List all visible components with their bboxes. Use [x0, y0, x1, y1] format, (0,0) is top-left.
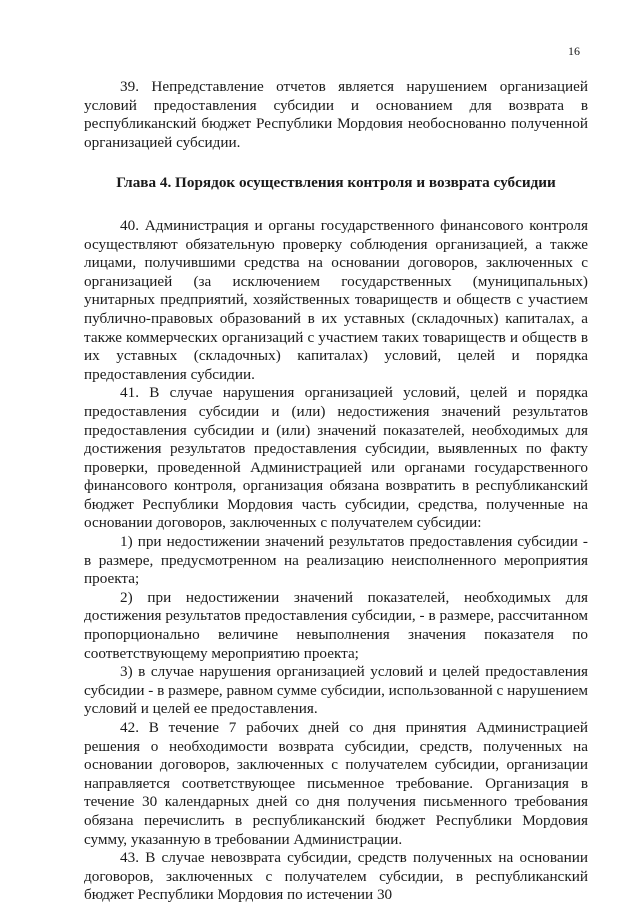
paragraph-39: 39. Непредставление отчетов является нарушением организацией условий предоставления субсидии и основанием для возврата в республиканский бюджет Республики Мордовия необоснованно полученной организацией субсидии. — [84, 78, 588, 151]
list-item-2: 2) при недостижении значений показателей, необходимых для достижения результатов предоставления субсидии, - в размере, рассчитанном пропорционально величине невыполнения значения показателя по соответствующему мероприятию проекта; — [84, 588, 588, 662]
paragraph-40: 40. Администрация и органы государственного финансового контроля осуществляют обязательную проверку соблюдения организацией, а также лицами, получившими средства на основании договоров, заключенных с организацией (за исключением государственных (муниципальных) унитарных предприятий, хозяйственных товариществ и обществ с участием публично-правовых образований в их уставных (складочных) капиталах, а также коммерческих организаций с участием таких товариществ и обществ в их уставных (складочных) капиталах) условий, целей и порядка предоставления субсидии. — [84, 216, 588, 383]
page-number: 16 — [568, 44, 580, 58]
paragraph-42: 42. В течение 7 рабочих дней со дня принятия Администрацией решения о необходимости возврата субсидии, средств, полученных на основании договоров, заключенных с получателем субсидии, организации направляется соответствующее письменное требование. Организация в течение 30 календарных дней со дня получения письменного требования обязана перечислить в республиканский бюджет Республики Мордовия сумму, указанную в требовании Администрации. — [84, 719, 588, 848]
list-item-1: 1) при недостижении значений результатов предоставления субсидии - в размере, предусмотренном на реализацию неисполненного мероприятия проекта; — [84, 533, 588, 588]
list-item-3: 3) в случае нарушения организацией условий и целей предоставления субсидии - в размере, равном сумме субсидии, использованной с нарушением условий и целей ее предоставления. — [84, 663, 588, 718]
chapter-title: Глава 4. Порядок осуществления контроля и возврата субсидии — [116, 174, 556, 192]
paragraph-41: 41. В случае нарушения организацией условий, целей и порядка предоставления субсидии и (или) недостижения значений результатов предоставления субсидии и (или) значений показателей, необходимых для достижения результатов предоставления субсидии, выявленных по факту проверки, проведенной Администрацией или органами государственного финансового контроля, организация обязана возвратить в республиканский бюджет Республики Мордовия часть субсидии, средства, полученные на основании договоров, заключенных с получателем субсидии: — [84, 384, 588, 532]
paragraph-43: 43. В случае невозврата субсидии, средств полученных на основании договоров, заключенных с получателем субсидии, в республиканский бюджет Республики Мордовия по истечении 30 — [84, 849, 588, 904]
